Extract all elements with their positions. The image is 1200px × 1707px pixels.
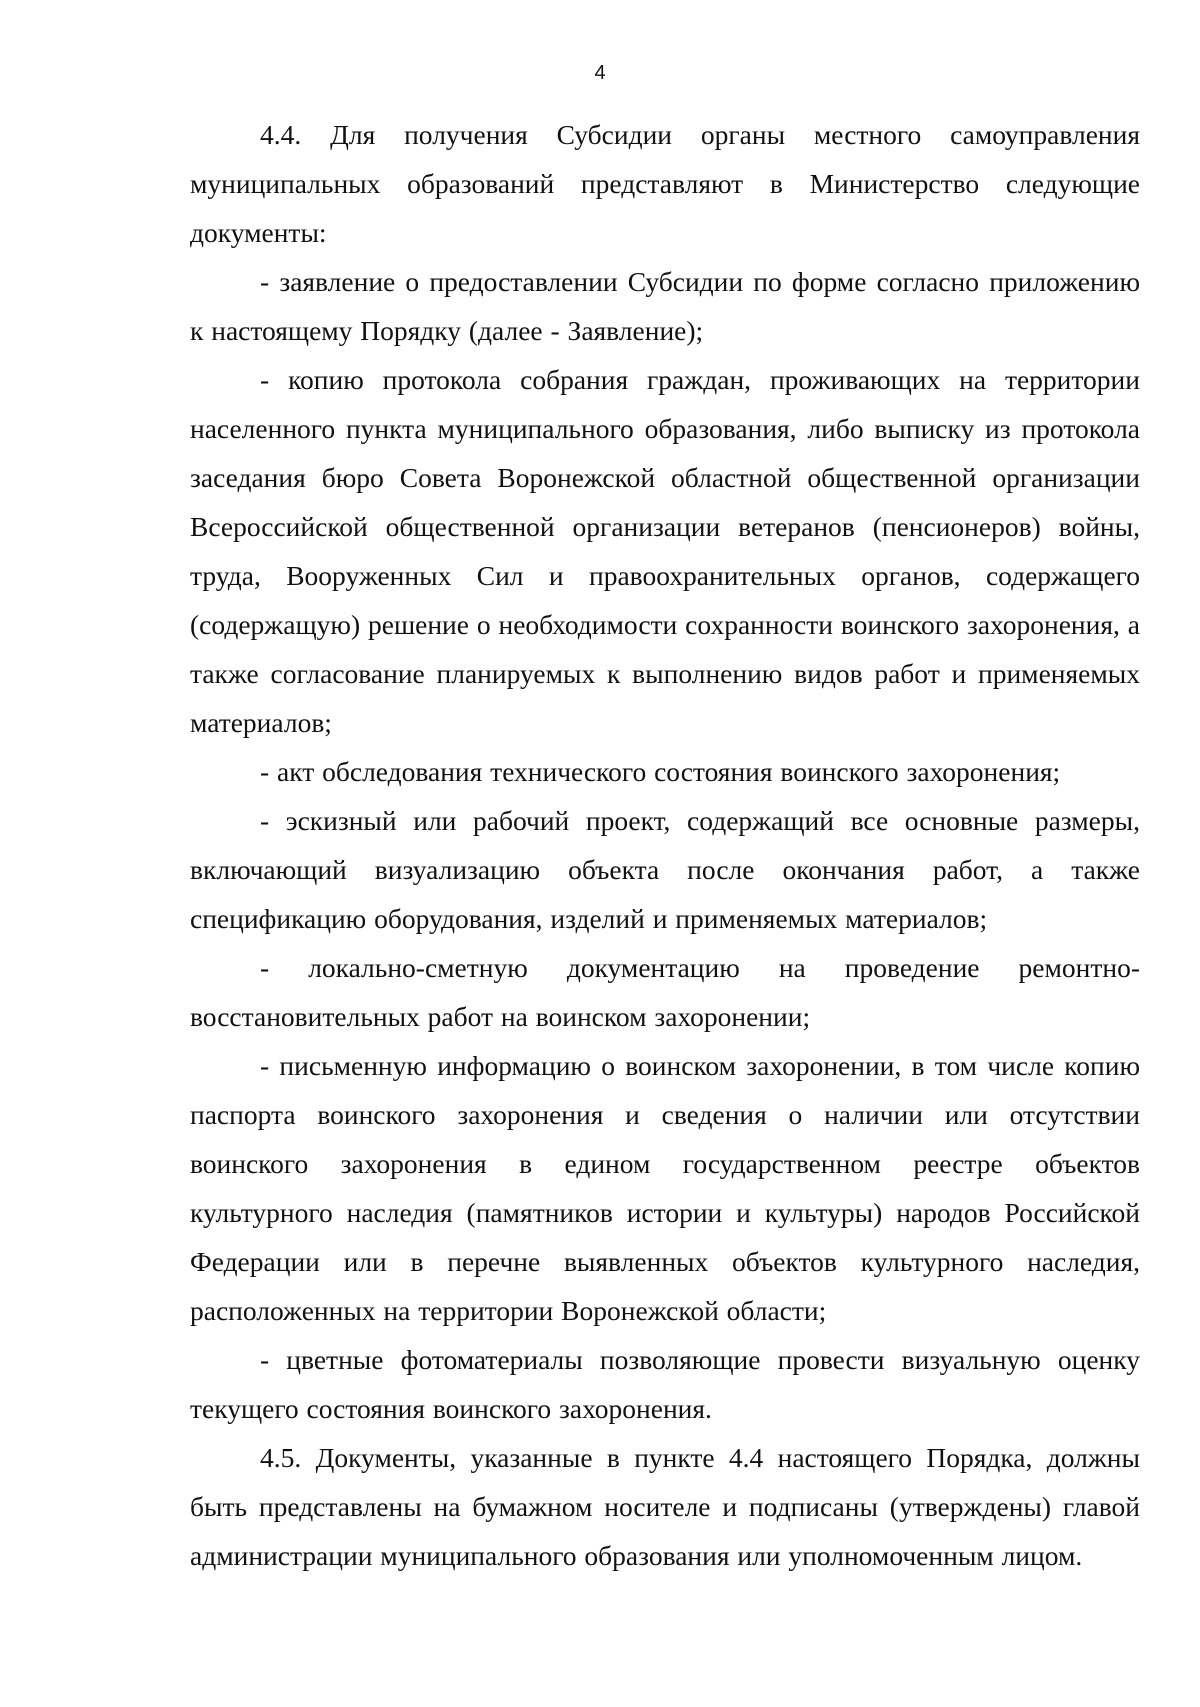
list-item-burial-info: - письменную информацию о воинском захоронении, в том числе копию паспорта воинского захоронения и сведения о наличии или отсутствии воинского захоронения в едином государственном реестре объектов культурного наследия (памятников истории и культуры) народов Российской Федерации или в перечне выявленных объектов культурного наследия, расположенных на территории Воронежской области;: [190, 1050, 1140, 1326]
list-item-inspection-act: - акт обследования технического состояния воинского захоронения;: [260, 756, 1061, 787]
document-body: [190, 110, 1140, 1580]
list-item-photos: - цветные фотоматериалы позволяющие провести визуальную оценку текущего состояния воинского захоронения.: [190, 1344, 1140, 1424]
paragraph-4-5: 4.5. Документы, указанные в пункте 4.4 настоящего Порядка, должны быть представлены на бумажном носителе и подписаны (утверждены) главой администрации муниципального образования или уполномоченным лицом.: [190, 1442, 1140, 1571]
paragraph-4-4: 4.4. Для получения Субсидии органы местного самоуправления муниципальных образований представляют в Министерство следующие документы:: [190, 119, 1140, 248]
list-item-project: - эскизный или рабочий проект, содержащий все основные размеры, включающий визуализацию объекта после окончания работ, а также спецификацию оборудования, изделий и применяемых материалов;: [190, 805, 1140, 934]
page-number: 4: [594, 62, 606, 84]
list-item-application: - заявление о предоставлении Субсидии по форме согласно приложению к настоящему Порядку (далее - Заявление);: [190, 266, 1140, 346]
list-item-estimate-docs: - локально-сметную документацию на проведение ремонтно-восстановительных работ на воинском захоронении;: [190, 952, 1140, 1032]
list-item-protocol-copy: - копию протокола собрания граждан, проживающих на территории населенного пункта муниципального образования, либо выписку из протокола заседания бюро Совета Воронежской областной общественной организации Всероссийской общественной организации ветеранов (пенсионеров) войны, труда, Вооруженных Сил и правоохранительных органов, содержащего (содержащую) решение о необходимости сохранности воинского захоронения, а также согласование планируемых к выполнению видов работ и применяемых материалов;: [190, 364, 1140, 738]
